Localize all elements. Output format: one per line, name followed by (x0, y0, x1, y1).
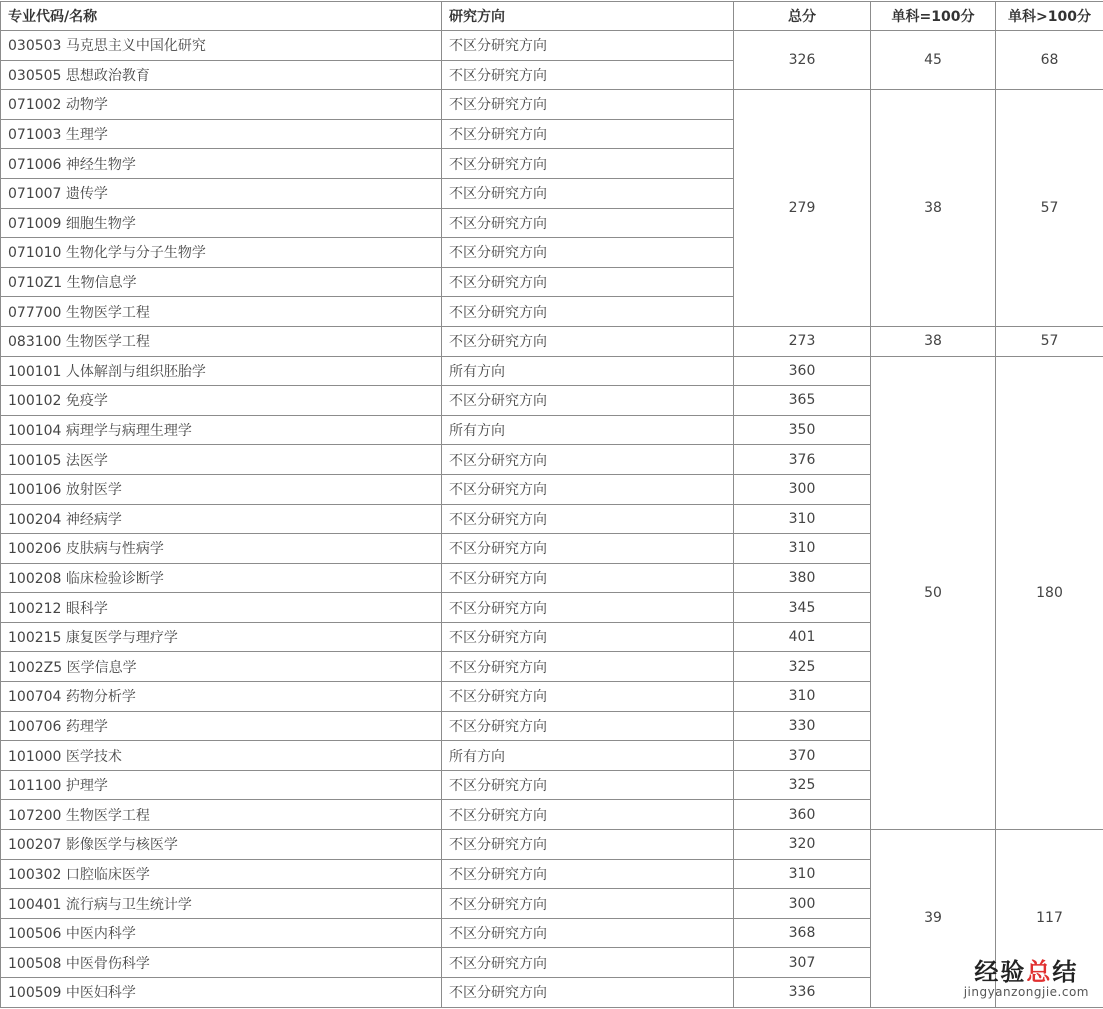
total-score-cell: 401 (734, 622, 871, 652)
major-cell: 071009 细胞生物学 (1, 208, 442, 238)
direction-cell: 不区分研究方向 (442, 326, 734, 356)
total-score-cell: 325 (734, 770, 871, 800)
single-over-100-cell: 117 (996, 830, 1103, 1008)
major-cell: 100215 康复医学与理疗学 (1, 622, 442, 652)
single-over-100-cell: 180 (996, 356, 1103, 830)
direction-cell: 不区分研究方向 (442, 593, 734, 623)
major-cell: 100208 临床检验诊断学 (1, 563, 442, 593)
major-cell: 100102 免疫学 (1, 386, 442, 416)
major-cell: 100509 中医妇科学 (1, 978, 442, 1008)
direction-cell: 不区分研究方向 (442, 60, 734, 90)
major-cell: 100204 神经病学 (1, 504, 442, 534)
direction-cell: 不区分研究方向 (442, 859, 734, 889)
total-score-cell: 360 (734, 800, 871, 830)
direction-cell: 不区分研究方向 (442, 208, 734, 238)
direction-cell: 不区分研究方向 (442, 504, 734, 534)
total-score-cell: 350 (734, 415, 871, 445)
major-cell: 100508 中医骨伤科学 (1, 948, 442, 978)
total-score-cell: 370 (734, 741, 871, 771)
total-score-cell: 307 (734, 948, 871, 978)
major-cell: 1002Z5 医学信息学 (1, 652, 442, 682)
major-cell: 100105 法医学 (1, 445, 442, 475)
direction-cell: 不区分研究方向 (442, 830, 734, 860)
direction-cell: 不区分研究方向 (442, 238, 734, 268)
major-cell: 100207 影像医学与核医学 (1, 830, 442, 860)
table-row (1, 90, 1103, 120)
major-cell: 077700 生物医学工程 (1, 297, 442, 327)
major-cell: 030503 马克思主义中国化研究 (1, 31, 442, 61)
major-cell: 100706 药理学 (1, 711, 442, 741)
major-cell: 100206 皮肤病与性病学 (1, 534, 442, 564)
major-cell: 100104 病理学与病理生理学 (1, 415, 442, 445)
table-row (1, 31, 1103, 61)
direction-cell: 不区分研究方向 (442, 31, 734, 61)
total-score-cell: 320 (734, 830, 871, 860)
total-score-cell: 310 (734, 534, 871, 564)
total-score-cell: 325 (734, 652, 871, 682)
single-100-cell: 39 (871, 830, 996, 1008)
total-score-cell: 300 (734, 889, 871, 919)
table-row (1, 356, 1103, 386)
major-cell: 071002 动物学 (1, 90, 442, 120)
total-score-cell: 326 (734, 31, 871, 90)
header-single-over-100: 单科>100分 (996, 2, 1103, 31)
total-score-cell: 310 (734, 504, 871, 534)
direction-cell: 所有方向 (442, 415, 734, 445)
direction-cell: 不区分研究方向 (442, 267, 734, 297)
major-cell: 100302 口腔临床医学 (1, 859, 442, 889)
direction-cell: 不区分研究方向 (442, 948, 734, 978)
major-cell: 0710Z1 生物信息学 (1, 267, 442, 297)
total-score-cell: 345 (734, 593, 871, 623)
direction-cell: 不区分研究方向 (442, 563, 734, 593)
total-score-cell: 273 (734, 326, 871, 356)
watermark-title (964, 959, 1089, 985)
direction-cell: 不区分研究方向 (442, 682, 734, 712)
direction-cell: 不区分研究方向 (442, 889, 734, 919)
direction-cell: 不区分研究方向 (442, 445, 734, 475)
major-cell: 071010 生物化学与分子生物学 (1, 238, 442, 268)
major-cell: 071006 神经生物学 (1, 149, 442, 179)
single-100-cell: 38 (871, 90, 996, 327)
major-cell: 083100 生物医学工程 (1, 326, 442, 356)
major-cell: 100101 人体解剖与组织胚胎学 (1, 356, 442, 386)
total-score-cell: 380 (734, 563, 871, 593)
direction-cell: 所有方向 (442, 356, 734, 386)
major-cell: 107200 生物医学工程 (1, 800, 442, 830)
single-100-cell: 38 (871, 326, 996, 356)
direction-cell: 不区分研究方向 (442, 534, 734, 564)
direction-cell: 不区分研究方向 (442, 474, 734, 504)
total-score-cell: 336 (734, 978, 871, 1008)
single-100-cell: 45 (871, 31, 996, 90)
major-cell: 100506 中医内科学 (1, 918, 442, 948)
direction-cell: 不区分研究方向 (442, 297, 734, 327)
major-cell: 100401 流行病与卫生统计学 (1, 889, 442, 919)
single-100-cell: 50 (871, 356, 996, 830)
table-body (1, 31, 1103, 1008)
watermark-char: 总 (1026, 958, 1053, 986)
direction-cell: 不区分研究方向 (442, 711, 734, 741)
table-row (1, 326, 1103, 356)
total-score-cell: 310 (734, 682, 871, 712)
single-over-100-cell: 57 (996, 326, 1103, 356)
direction-cell: 不区分研究方向 (442, 90, 734, 120)
total-score-cell: 368 (734, 918, 871, 948)
watermark-char: 结 (1052, 958, 1079, 986)
total-score-cell: 330 (734, 711, 871, 741)
watermark-url: jingyanzongjie.com (963, 985, 1089, 999)
score-table (0, 1, 1103, 1008)
major-cell: 030505 思想政治教育 (1, 60, 442, 90)
direction-cell: 不区分研究方向 (442, 800, 734, 830)
direction-cell: 不区分研究方向 (442, 652, 734, 682)
total-score-cell: 360 (734, 356, 871, 386)
direction-cell: 所有方向 (442, 741, 734, 771)
watermark (964, 959, 1089, 999)
table-row (1, 830, 1103, 860)
total-score-cell: 310 (734, 859, 871, 889)
major-cell: 071003 生理学 (1, 119, 442, 149)
major-cell: 101000 医学技术 (1, 741, 442, 771)
direction-cell: 不区分研究方向 (442, 622, 734, 652)
header-single-100: 单科=100分 (871, 2, 996, 31)
direction-cell: 不区分研究方向 (442, 978, 734, 1008)
direction-cell: 不区分研究方向 (442, 386, 734, 416)
header-major: 专业代码/名称 (1, 2, 442, 31)
header-direction: 研究方向 (442, 2, 734, 31)
total-score-cell: 279 (734, 90, 871, 327)
single-over-100-cell: 57 (996, 90, 1103, 327)
total-score-cell: 376 (734, 445, 871, 475)
major-cell: 100704 药物分析学 (1, 682, 442, 712)
watermark-char: 验 (1000, 958, 1027, 986)
major-cell: 100106 放射医学 (1, 474, 442, 504)
single-over-100-cell: 68 (996, 31, 1103, 90)
direction-cell: 不区分研究方向 (442, 149, 734, 179)
direction-cell: 不区分研究方向 (442, 918, 734, 948)
major-cell: 100212 眼科学 (1, 593, 442, 623)
major-cell: 071007 遗传学 (1, 178, 442, 208)
header-row (1, 2, 1103, 31)
total-score-cell: 300 (734, 474, 871, 504)
header-total: 总分 (734, 2, 871, 31)
direction-cell: 不区分研究方向 (442, 770, 734, 800)
major-cell: 101100 护理学 (1, 770, 442, 800)
direction-cell: 不区分研究方向 (442, 119, 734, 149)
total-score-cell: 365 (734, 386, 871, 416)
direction-cell: 不区分研究方向 (442, 178, 734, 208)
watermark-char: 经 (974, 958, 1001, 986)
